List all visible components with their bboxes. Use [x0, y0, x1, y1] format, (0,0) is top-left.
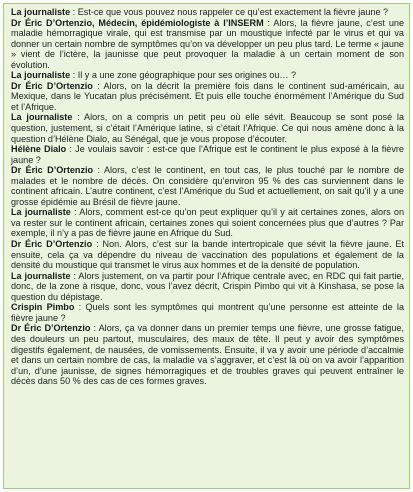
transcript-paragraph	[11, 144, 404, 165]
transcript-paragraph	[11, 302, 404, 323]
transcript-paragraph	[11, 70, 404, 81]
speaker-name: Hélène Dialo	[11, 144, 67, 155]
transcript-content	[4, 4, 409, 389]
paragraph-text: : Alors, la fièvre jaune, c’est une maladie hémorragique virale, qui est transmise par un moustique infecté par le virus et qui va donner un certain nombre de symptômes qu’on va développer un peu plus tard. Le terme « jaune » vient de l’ictère, la jaunisse que peut provoquer la maladie à un certain moment de son évolution.	[11, 17, 404, 70]
speaker-name: Dr Éric D’Ortenzio	[11, 323, 91, 334]
paragraph-text: : Alors justement, on va partir pour l’Afrique centrale avec, en RDC qui fait partie, donc, de la zone à risque, donc, vous l’avez décrit, Crispin Pimbo qui vit à Kinshasa, se pose la question du dépistage.	[11, 270, 405, 302]
speaker-name: La journaliste	[11, 270, 71, 281]
transcript-paragraph	[11, 81, 404, 113]
transcript-paragraph	[11, 18, 404, 71]
paragraph-text: : Alors, on la décrit la première fois dans le continent sud-américain, au Mexique, dans le Yucatan plus précisément. Et puis elle touche énormément l’Amérique du Sud et l’Afrique.	[11, 80, 404, 112]
paragraph-text: : Alors, comment est-ce qu’on peut expliquer qu’il y ait certaines zones, alors on va rester sur le continent africain, certaines zones qui soient concernées plus que d’autres ? Par exemple, il n’y a pas de fièvre jaune en Afrique du Sud.	[11, 207, 405, 239]
speaker-name: Dr Éric D’Ortenzio	[11, 165, 94, 176]
speaker-name: Dr Éric D’Ortenzio	[11, 239, 93, 250]
transcript-paragraph	[11, 165, 404, 207]
paragraph-text: : Alors, c’est le continent, en tout cas, le plus touché par le nombre de malades et le nombre de décès. On considère qu’environ 95 % des cas surviennent dans le continent africain. L’autre continent, c’est l’Amérique du Sud et actuellement, on sait qu’il y a une grosse épidémie au Brésil de fièvre jaune.	[11, 165, 404, 207]
speaker-name: Dr Éric D’Ortenzio, Médecin, épidémiologiste à l’INSERM	[11, 17, 264, 28]
transcript-box	[3, 3, 410, 489]
paragraph-text: : Quels sont les symptômes qui montrent qu’une personne est atteinte de la fièvre jaune ?	[11, 302, 405, 323]
speaker-name: Crispin Pimbo	[11, 302, 75, 313]
speaker-name: La journaliste	[11, 7, 71, 17]
paragraph-text: : Il y a une zone géographique pour ses origines ou… ?	[70, 70, 297, 81]
transcript-paragraph	[11, 7, 404, 18]
paragraph-text: : Alors, on a compris un petit peu où elle sévit. Beaucoup se sont posé la question, justement, si c’était l’Amérique latine, si c’était l’Afrique. Ce qui nous amène donc à la question d’Hélène Dialo, au Sénégal, que je vous propose d’écouter.	[11, 112, 405, 144]
speaker-name: Dr Éric D’Ortenzio	[11, 80, 93, 91]
speaker-name: La journaliste	[11, 70, 71, 81]
paragraph-text: : Non. Alors, c’est sur la bande intertropicale que sévit la fièvre jaune. Et ensuite, cela ça va dépendre du niveau de vaccination des populations et également de la densité du moustique qui transmet le virus aux hommes et de la densité de population.	[11, 239, 404, 271]
paragraph-text: : Est-ce que vous pouvez nous rappeler ce qu’est exactement la fièvre jaune ?	[70, 7, 389, 17]
transcript-paragraph	[11, 207, 404, 239]
transcript-paragraph	[11, 239, 404, 271]
speaker-name: La journaliste	[11, 207, 71, 218]
speaker-name: La journaliste	[11, 112, 73, 123]
transcript-paragraph	[11, 271, 404, 303]
transcript-paragraph	[11, 323, 404, 386]
transcript-paragraph	[11, 112, 404, 144]
paragraph-text: : Alors, ça va donner dans un premier temps une fièvre, une grosse fatigue, des douleurs un peu partout, musculaires, des maux de tête. Il peut y avoir des symptômes digestifs également, de nausées, de vomissements. Ensuite, il va y avoir une période d’accalmie et dans un certain nombre de cas, la maladie va s’aggraver, et c’est là où on va avoir l’apparition d’un, d’une jaunisse, de signes hémorragiques et de troubles graves qui peuvent entraîner le décès dans 50 % des cas de ces formes graves.	[11, 323, 404, 387]
paragraph-text: : Je voulais savoir : est-ce que l’Afrique est le continent le plus exposé à la fièvre jaune ?	[11, 144, 404, 165]
